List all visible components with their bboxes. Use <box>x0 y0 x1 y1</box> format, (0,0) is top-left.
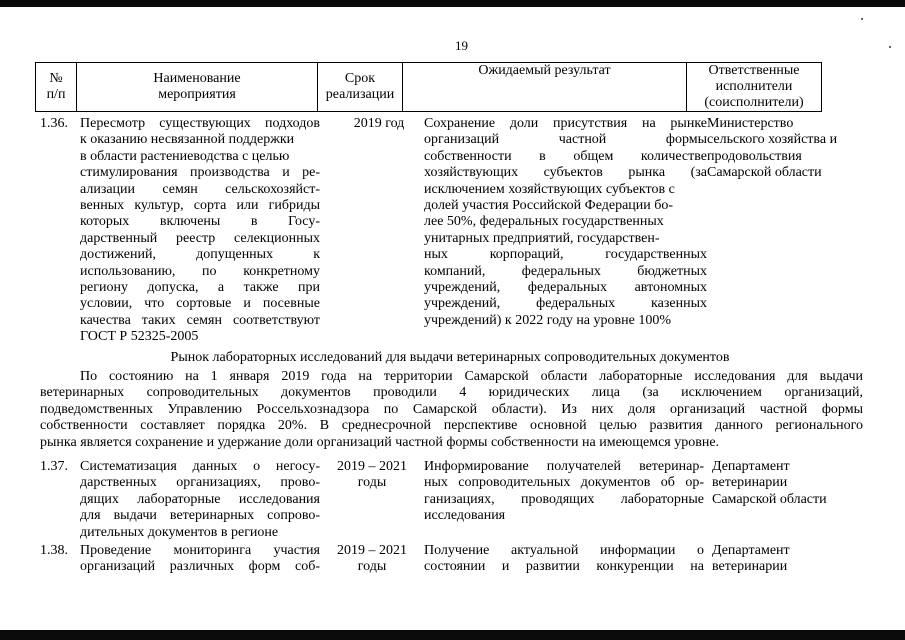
resp-line: сельского хозяйства и <box>707 132 838 148</box>
result-line: исследования <box>424 508 506 524</box>
row-137-result <box>424 459 704 525</box>
name-line: Пересмотр существующих подходов <box>80 116 320 131</box>
row-136-name <box>80 116 320 345</box>
result-line: Сохранение доли присутствия на рынке <box>424 116 707 131</box>
name-line: ГОСТ Р 52325-2005 <box>80 329 199 345</box>
resp-line: Министерство <box>707 116 794 131</box>
header-name-line: мероприятия <box>158 87 236 102</box>
row-136-result <box>424 116 707 329</box>
row-136-term <box>337 116 421 132</box>
result-line: учреждений, федеральных казенных <box>424 296 707 312</box>
row-number: 1.37. <box>40 459 68 474</box>
result-line: исключением хозяйствующих субъектов с <box>424 181 675 197</box>
header-num-line: п/п <box>46 87 66 102</box>
header-name <box>77 63 318 112</box>
header-term-line: реализации <box>325 87 395 102</box>
term-line: 2019 – 2021 <box>337 543 407 558</box>
name-line: использованию, по конкретному <box>80 263 320 279</box>
name-line: дящих лабораторные исследования <box>80 491 320 507</box>
term-line: 2019 год <box>353 116 405 131</box>
result-line: собственности в общем количестве <box>424 148 707 164</box>
resp-line: Самарской области <box>707 165 822 181</box>
header-resp-line: Ответственные <box>708 63 800 78</box>
scan-border-top <box>0 0 905 7</box>
name-line: Проведение мониторинга участия <box>80 543 320 558</box>
paragraph-line: рынка является сохранение и удержание доли организаций частной формы собственности на имеющемся уровне. <box>40 434 720 450</box>
paragraph-line: подведомственных Управлению Россельхознадзора по Самарской области). Из них доля организаций частной формы <box>40 401 863 417</box>
scan-speck <box>889 46 891 48</box>
name-line: Систематизация данных о негосу- <box>80 459 320 474</box>
name-line: для выдачи ветеринарных сопрово- <box>80 508 320 524</box>
paragraph-line: По состоянию на 1 января 2019 года на территории Самарской области лабораторные исследования для выдачи <box>80 369 863 384</box>
result-line: ганизациях, проводящих лабораторные <box>424 491 704 507</box>
page-number: 19 <box>455 38 468 53</box>
name-line: в области растениеводства с целью <box>80 148 290 164</box>
row-136-resp <box>707 116 869 182</box>
paragraph-line: ветеринарных сопроводительных документов проводили 4 юридических лица (за исключением организаций, <box>40 385 863 401</box>
name-line: достижений, допущенных к <box>80 247 320 263</box>
section-paragraph <box>40 369 863 451</box>
result-line: учреждений) к 2022 году на уровне 100% <box>424 312 672 328</box>
row-138-resp <box>712 543 862 576</box>
resp-line: Самарской области <box>712 491 827 507</box>
row-138-result <box>424 543 704 576</box>
header-resp <box>687 63 822 112</box>
table-header <box>35 62 822 112</box>
name-line: качества таких семян соответствуют <box>80 312 320 328</box>
result-line: состоянии и развитии конкуренции на <box>424 559 704 575</box>
result-line: компаний, федеральных бюджетных <box>424 263 707 279</box>
resp-line: ветеринарии <box>712 559 788 575</box>
name-line: дарственный реестр селекционных <box>80 230 320 246</box>
result-line: хозяйствующих субъектов рынка (за <box>424 165 707 181</box>
term-line: годы <box>357 559 387 575</box>
result-line: организаций частной формы <box>424 132 707 148</box>
result-line: ных сопроводительных документов об ор- <box>424 475 704 491</box>
header-resp-line: исполнители <box>715 79 793 94</box>
name-line: венных культур, сорта или гибриды <box>80 197 320 213</box>
result-line: унитарных предприятий, государствен- <box>424 230 660 246</box>
term-line: годы <box>357 475 387 491</box>
row-138-name <box>80 543 320 576</box>
row-137-term <box>330 459 414 492</box>
scan-border-bottom <box>0 630 905 640</box>
name-line: условии, что сортовые и посевные <box>80 296 320 312</box>
section-title: Рынок лабораторных исследований для выдачи ветеринарных сопроводительных документов <box>170 350 730 365</box>
row-137-resp <box>712 459 862 508</box>
row-number: 1.38. <box>40 543 68 558</box>
header-term <box>318 63 403 112</box>
header-result-line: Ожидаемый результат <box>478 63 611 78</box>
result-line: Информирование получателей ветеринар- <box>424 459 704 474</box>
name-line: дительных документов в регионе <box>80 524 279 540</box>
row-138-term <box>330 543 414 576</box>
scan-speck <box>861 18 863 20</box>
name-line: стимулирования производства и ре- <box>80 165 320 181</box>
name-line: региону допуска, а также при <box>80 279 320 295</box>
result-line: учреждений, федеральных автономных <box>424 279 707 295</box>
result-line: Получение актуальной информации о <box>424 543 704 558</box>
header-result <box>403 63 687 112</box>
name-line: которых включены в Госу- <box>80 214 320 230</box>
term-line: 2019 – 2021 <box>337 459 407 474</box>
header-num-line: № <box>49 71 63 86</box>
resp-line: Департамент <box>712 459 790 474</box>
name-line: дарственных организациях, прово- <box>80 475 320 491</box>
row-137-name <box>80 459 320 541</box>
row-number: 1.36. <box>40 116 68 131</box>
name-line: к оказанию несвязанной поддержки <box>80 132 295 148</box>
resp-line: продовольствия <box>707 148 802 164</box>
paragraph-line: собственности составляет порядка 20%. В среднесрочной перспективе основной целью развития данного регионального <box>40 418 863 434</box>
result-line: лее 50%, федеральных государственных <box>424 214 664 230</box>
header-term-line: Срок <box>344 71 376 86</box>
resp-line: Департамент <box>712 543 790 558</box>
resp-line: ветеринарии <box>712 475 788 491</box>
header-num <box>36 63 77 112</box>
result-line: ных корпораций, государственных <box>424 247 707 263</box>
result-line: долей участия Российской Федерации бо- <box>424 197 674 213</box>
name-line: ализации семян сельскохозяйст- <box>80 181 320 197</box>
header-resp-line: (соисполнители) <box>704 95 804 110</box>
name-line: организаций различных форм соб- <box>80 559 320 575</box>
header-name-line: Наименование <box>153 71 241 86</box>
